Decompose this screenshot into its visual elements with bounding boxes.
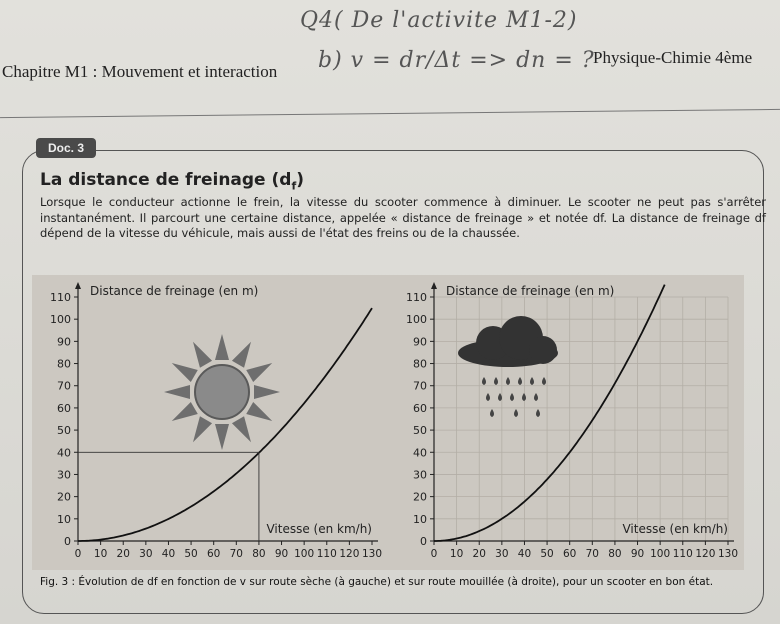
x-tick-label: 110: [672, 548, 693, 560]
y-tick-label: 40: [57, 446, 71, 460]
rain-drop: [482, 377, 486, 385]
doc-title-text: La distance de freinage (d: [40, 170, 292, 190]
handwritten-note-line2: b) v = dr/Δt => dn = ?: [318, 48, 595, 73]
sun-disc: [195, 365, 249, 419]
rain-cloud-icon: [458, 316, 558, 417]
x-tick-label: 70: [229, 548, 243, 560]
sun-ray: [172, 363, 198, 382]
chapter-header: Chapitre M1 : Mouvement et interaction: [2, 62, 278, 81]
y-axis-arrow: [75, 282, 81, 289]
x-tick-label: 120: [339, 548, 360, 560]
x-tick-label: 0: [74, 548, 82, 560]
sun-ray: [215, 334, 229, 360]
y-axis-arrow: [431, 282, 437, 289]
subject-header: Physique-Chimie 4ème: [593, 48, 753, 67]
y-tick-label: 30: [57, 468, 71, 482]
y-tick-label: 70: [413, 379, 427, 393]
doc-title-end: ): [296, 170, 305, 190]
cloud-part: [529, 336, 557, 364]
rain-drop: [534, 393, 538, 401]
y-tick-label: 110: [50, 291, 71, 304]
y-tick-label: 10: [413, 512, 427, 526]
x-tick-label: 90: [274, 548, 289, 560]
doc-title: [40, 170, 304, 192]
sun-ray: [215, 424, 229, 450]
handwritten-note-line1: Q4( De l'activite M1-2): [300, 8, 578, 33]
y-tick-label: 60: [413, 401, 427, 415]
y-tick-label: 80: [57, 357, 71, 371]
rain-drop: [510, 393, 514, 401]
y-tick-label: 90: [57, 335, 71, 349]
rain-drop: [536, 409, 540, 417]
doc-paragraph: Lorsque le conducteur actionne le frein, la vitesse du scooter commence à diminuer. Le scooter ne peut pas s'arrêter instantanément. Il parcourt une certaine distance, appelée « distance de freinage » et notée df. La distance de freinage df dépend de la vitesse du véhicule, mais aussi de l'état des freins ou de la chaussée.: [40, 195, 766, 240]
x-tick-label: 0: [430, 548, 438, 560]
doc-title-subscript: f: [291, 179, 297, 193]
rain-drop: [522, 393, 526, 401]
x-tick-label: 60: [563, 548, 577, 560]
sun-ray: [232, 416, 251, 442]
x-tick-label: 130: [361, 548, 383, 560]
chart-wet-road: [388, 275, 744, 570]
doc-badge: Doc. 3: [36, 138, 96, 158]
sun-ray: [246, 363, 272, 382]
y-tick-label: 50: [57, 424, 71, 438]
x-tick-label: 10: [93, 548, 108, 560]
y-tick-label: 30: [413, 468, 427, 482]
y-tick-label: 60: [57, 401, 71, 415]
x-axis-label: Vitesse (en km/h): [266, 522, 372, 536]
y-tick-label: 100: [50, 313, 71, 327]
y-tick-label: 100: [406, 313, 427, 327]
x-tick-label: 100: [294, 548, 315, 560]
y-tick-label: 0: [64, 535, 71, 548]
rain-drop: [494, 377, 498, 385]
x-tick-label: 30: [139, 548, 153, 560]
sun-ray: [164, 385, 190, 399]
y-tick-label: 10: [57, 512, 71, 526]
x-tick-label: 20: [472, 548, 486, 560]
sun-ray: [193, 416, 212, 442]
rain-drop: [514, 409, 518, 417]
figure-caption: Fig. 3 : Évolution de df en fonction de v sur route sèche (à gauche) et sur route mouillée (à droite), pour un scooter en bon état.: [40, 576, 714, 588]
x-tick-label: 60: [207, 548, 221, 560]
x-tick-label: 80: [608, 548, 622, 560]
x-tick-label: 120: [695, 548, 716, 560]
header-divider: [0, 109, 780, 118]
sun-icon: [164, 334, 280, 450]
x-tick-label: 20: [116, 548, 130, 560]
sun-ray: [246, 402, 272, 421]
y-tick-label: 50: [413, 424, 427, 438]
y-tick-label: 20: [413, 490, 427, 504]
x-tick-label: 80: [252, 548, 266, 560]
rain-drop: [530, 377, 534, 385]
x-tick-label: 30: [495, 548, 509, 560]
x-axis-label: Vitesse (en km/h): [622, 522, 728, 536]
y-tick-label: 110: [406, 291, 427, 304]
y-tick-label: 90: [413, 335, 427, 349]
y-tick-label: 20: [57, 490, 71, 504]
x-tick-label: 50: [540, 548, 554, 560]
x-tick-label: 40: [517, 548, 532, 560]
rain-drop: [506, 377, 510, 385]
x-tick-label: 50: [184, 548, 198, 560]
y-tick-label: 70: [57, 379, 71, 393]
sun-ray: [254, 385, 280, 399]
rain-drop: [490, 409, 494, 417]
figure-area: [32, 275, 744, 570]
rain-drop: [486, 393, 490, 401]
chart-dry-road: [32, 275, 388, 570]
sun-ray: [232, 342, 251, 368]
x-tick-label: 130: [717, 548, 739, 560]
sun-ray: [193, 342, 212, 368]
rain-drop: [542, 377, 546, 385]
y-tick-label: 40: [413, 446, 427, 460]
rain-drop: [518, 377, 522, 385]
data-curve: [434, 285, 665, 541]
x-tick-label: 40: [161, 548, 176, 560]
y-axis-label: Distance de freinage (en m): [90, 284, 259, 298]
y-tick-label: 0: [420, 535, 427, 548]
x-tick-label: 100: [650, 548, 671, 560]
sun-ray: [172, 402, 198, 421]
x-tick-label: 10: [449, 548, 464, 560]
x-tick-label: 110: [316, 548, 337, 560]
y-axis-label: Distance de freinage (en m): [446, 284, 615, 298]
x-tick-label: 70: [585, 548, 599, 560]
rain-drop: [498, 393, 502, 401]
y-tick-label: 80: [413, 357, 427, 371]
x-tick-label: 90: [630, 548, 645, 560]
